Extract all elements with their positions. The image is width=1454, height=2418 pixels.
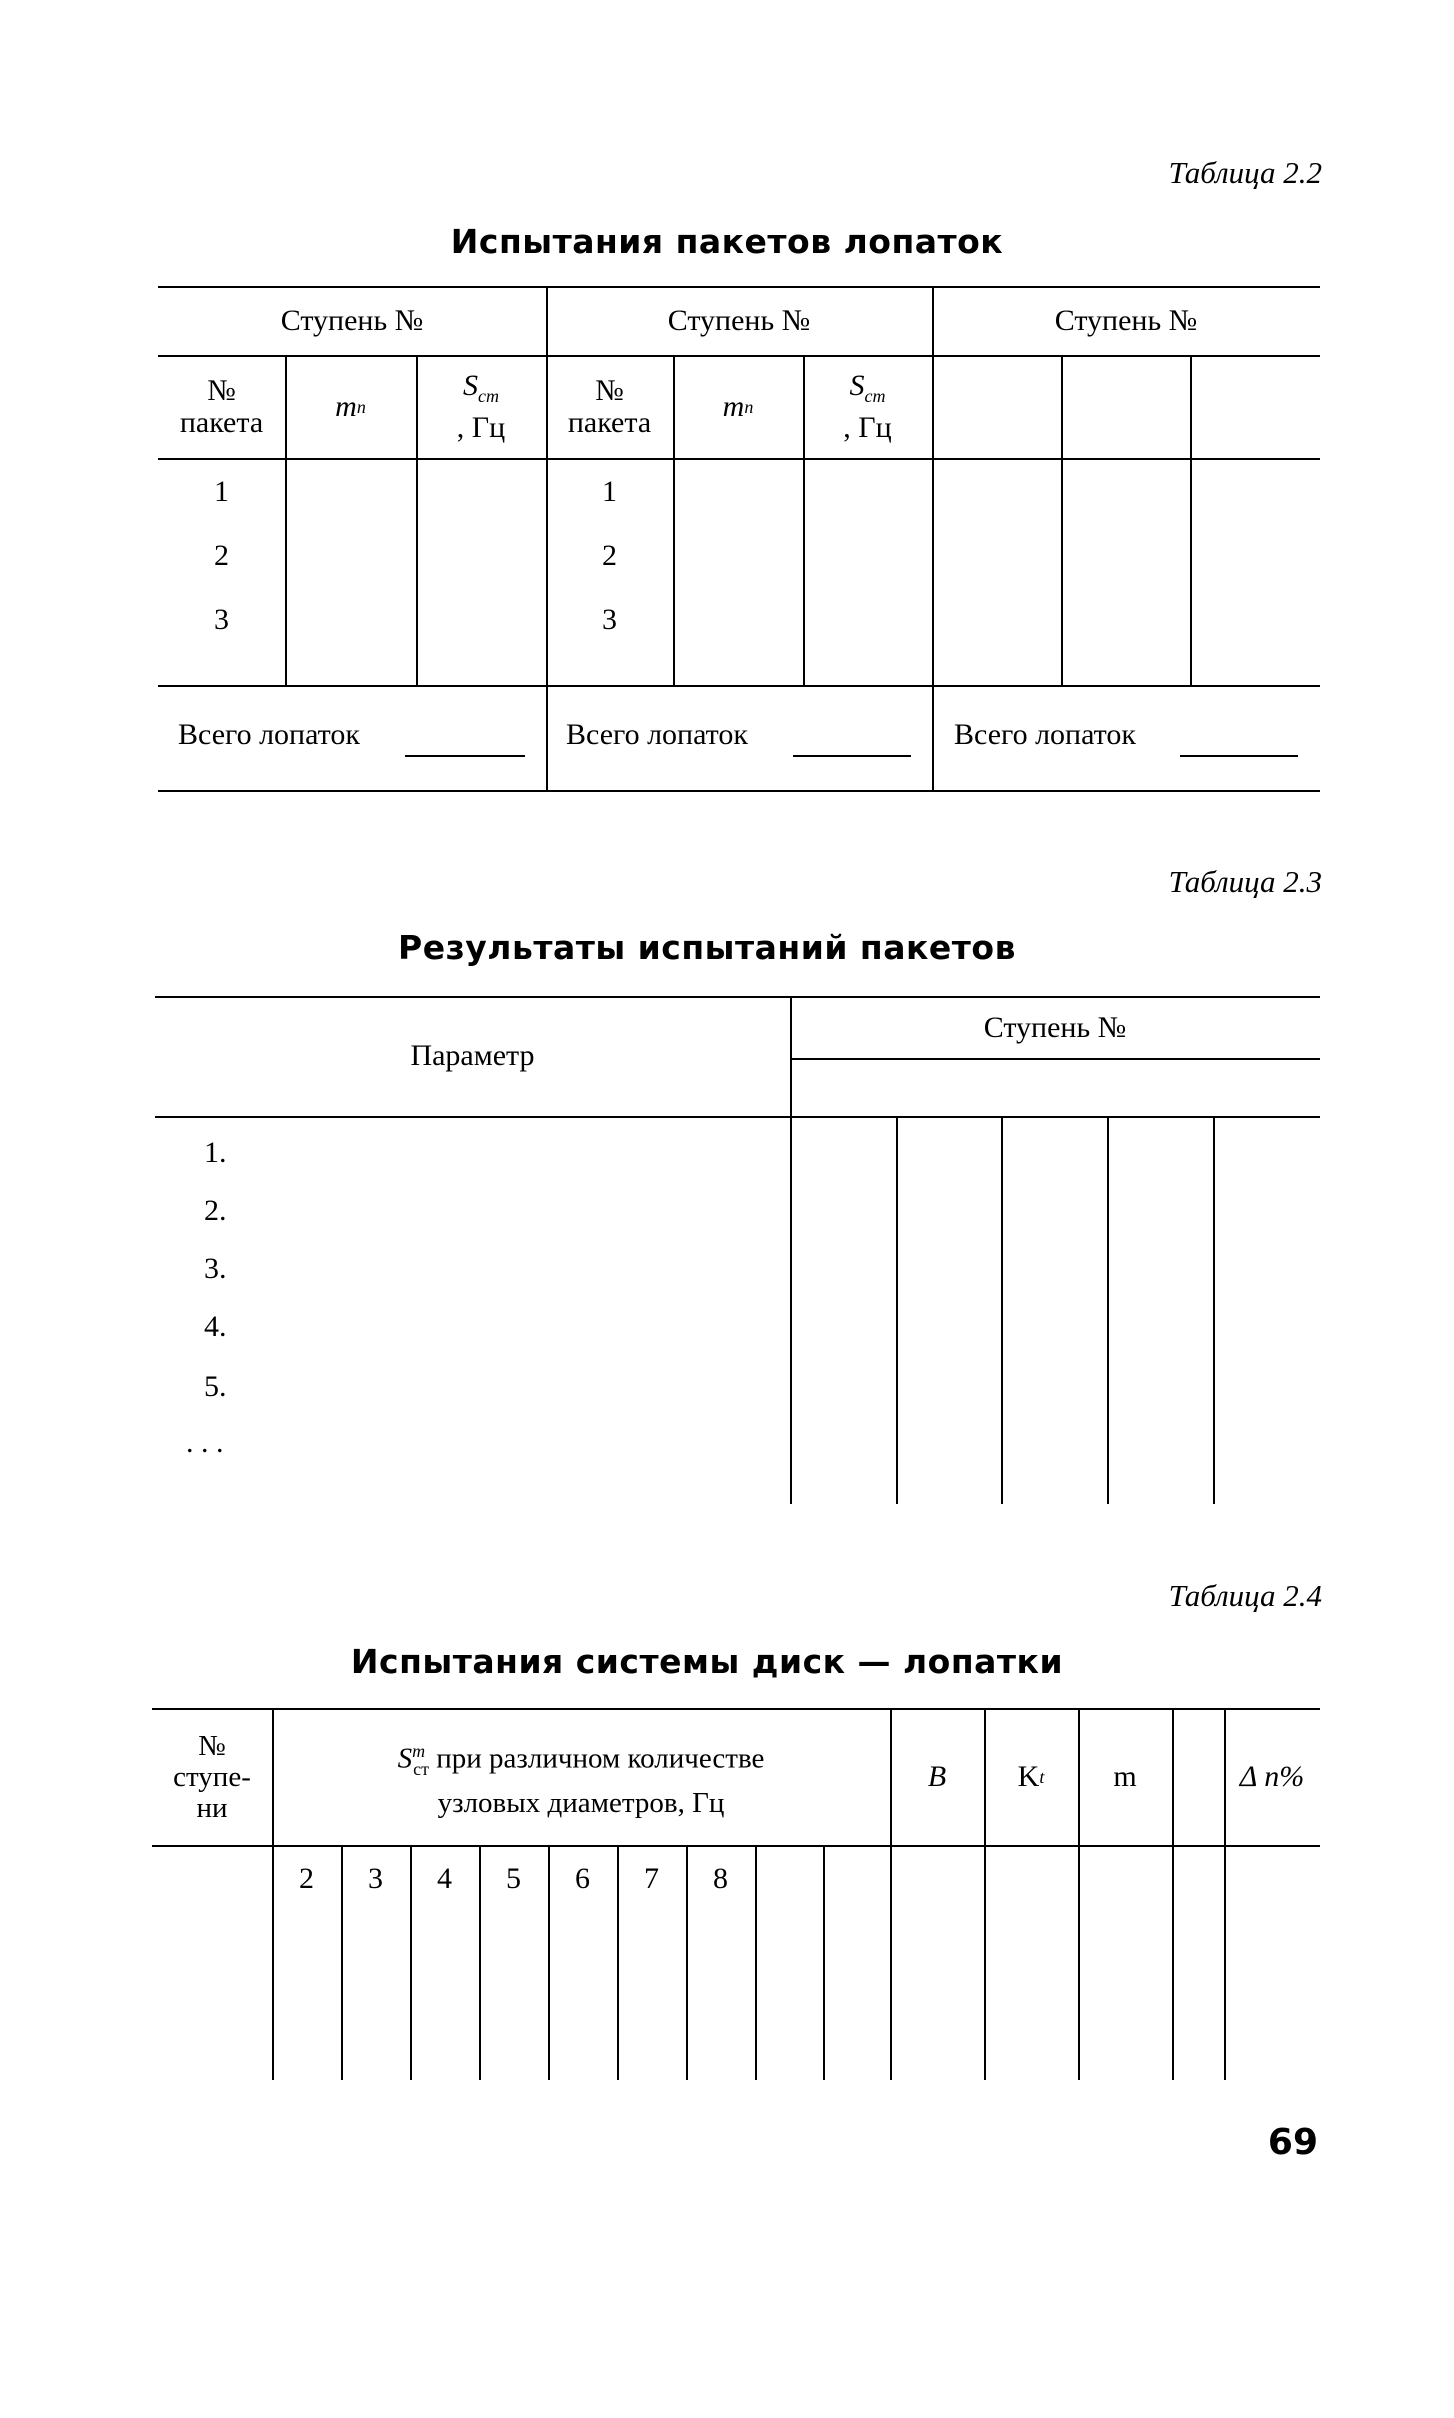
stage-header-3: Ступень № (1054, 303, 1198, 337)
diameter-2: 2 (299, 1862, 314, 1895)
row-number: 2 (214, 539, 229, 572)
diameter-8: 8 (713, 1862, 728, 1895)
stage-header-1: Ступень № (280, 303, 424, 337)
diameter-3: 3 (368, 1862, 383, 1895)
parameter-header: Параметр (410, 1039, 535, 1072)
row-number: 1 (214, 475, 229, 508)
parameter-row: 5. (204, 1370, 227, 1403)
diameter-6: 6 (575, 1862, 590, 1895)
table-2-2-caption: Таблица 2.2 (1168, 155, 1322, 190)
diameter-4: 4 (437, 1862, 452, 1895)
parameter-row: . . . (186, 1426, 224, 1459)
table-2-3-title: Результаты испытаний пакетов (398, 928, 1016, 967)
table-2-3-caption: Таблица 2.3 (1168, 864, 1322, 899)
k-header: K t (1017, 1760, 1045, 1793)
packet-number-header: № пакета (179, 373, 264, 439)
table-2-4-caption: Таблица 2.4 (1168, 1578, 1322, 1613)
stage-number-header: № ступе- ни (173, 1729, 251, 1824)
total-blades-2: Всего лопаток (566, 718, 748, 751)
row-number: 1 (602, 475, 617, 508)
parameter-row: 4. (204, 1310, 227, 1343)
s-header: $S_{ст}$ , Гц (456, 368, 506, 444)
row-number: 3 (214, 603, 229, 636)
row-number: 2 (602, 539, 617, 572)
table-2-2-title: Испытания пакетов лопаток (450, 222, 1004, 261)
table-2-4-title: Испытания системы диск — лопатки (350, 1642, 1064, 1681)
total-blades-3: Всего лопаток (954, 718, 1136, 751)
stage-header: Ступень № (983, 1011, 1127, 1044)
delta-n-header: Δ n% (1239, 1760, 1305, 1793)
parameter-row: 1. (204, 1136, 227, 1169)
total-blades-1: Всего лопаток (178, 718, 360, 751)
stage-header-2: Ступень № (667, 303, 811, 337)
parameter-row: 2. (204, 1194, 227, 1227)
diameter-5: 5 (506, 1862, 521, 1895)
parameter-row: 3. (204, 1252, 227, 1285)
m-header: m п (722, 389, 754, 423)
s-header: $S_{ст}$ , Гц (843, 368, 892, 444)
diameter-7: 7 (644, 1862, 659, 1895)
packet-number-header: № пакета (567, 373, 652, 439)
page-number: 69 (1267, 2122, 1318, 2163)
m-header: m (1113, 1760, 1137, 1793)
m-header: m п (335, 389, 366, 423)
b-header: B (927, 1760, 947, 1793)
frequency-header: $S^m_{ст}$ при различном количестве узловых диаметров, Гц (397, 1741, 765, 1819)
row-number: 3 (602, 603, 617, 636)
